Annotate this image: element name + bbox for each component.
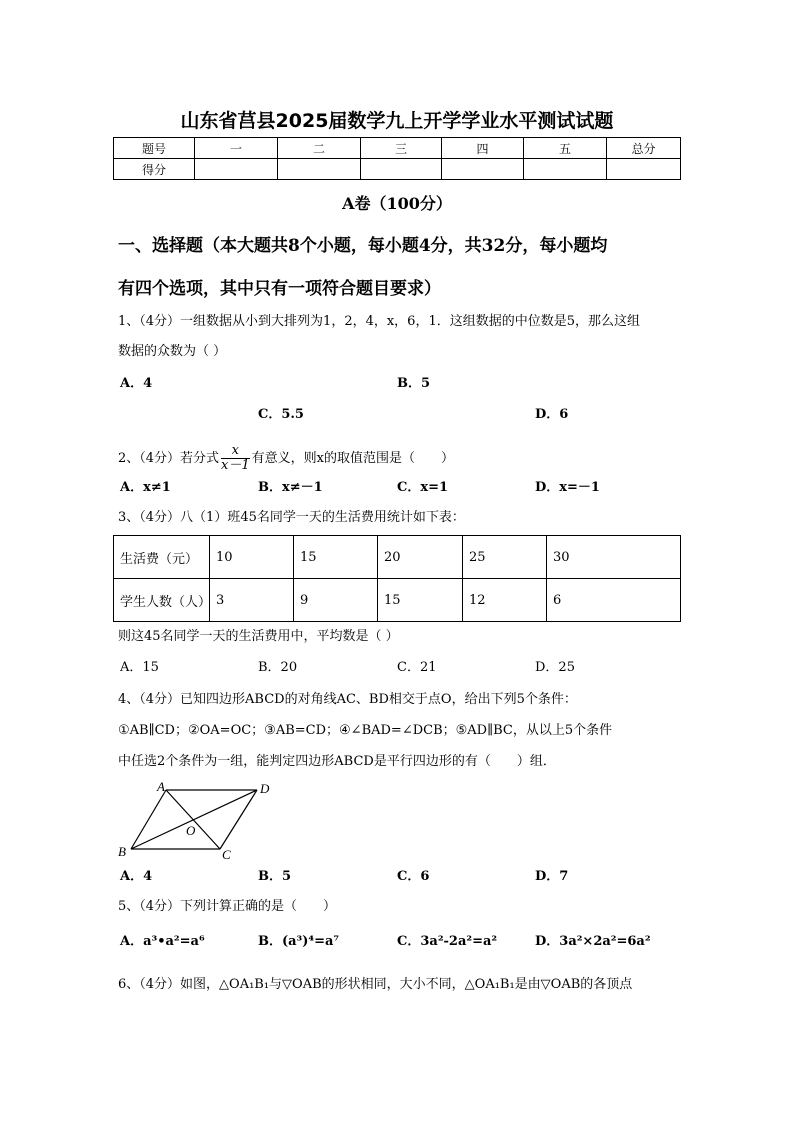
- option-a[interactable]: A．4: [120, 376, 153, 391]
- table-cell: 五: [524, 138, 607, 159]
- section-heading: 有四个选项，其中只有一项符合题目要求）: [118, 279, 441, 299]
- option-c[interactable]: C．5.5: [258, 407, 304, 422]
- label-o: O: [186, 823, 196, 838]
- option-a[interactable]: A．15: [120, 660, 159, 675]
- option-a[interactable]: A．4: [120, 869, 153, 884]
- table-cell: 总分: [607, 138, 681, 159]
- question-text: 中任选2个条件为一组，能判定四边形ABCD是平行四边形的有（ ）组．: [118, 754, 556, 769]
- option-d[interactable]: D．3a²×2a²=6a²: [535, 934, 651, 949]
- table-cell: 得分: [114, 159, 195, 180]
- option-c[interactable]: C．21: [397, 660, 437, 675]
- question-text: ①AB∥CD；②OA=OC；③AB=CD；④∠BAD=∠DCB；⑤AD∥BC，从以上5个条件: [118, 723, 613, 738]
- option-c[interactable]: C．6: [397, 869, 430, 884]
- option-d[interactable]: D．7: [535, 869, 569, 884]
- question-suffix: 有意义，则x的取值范围是（ ）: [251, 451, 454, 466]
- option-b[interactable]: B．20: [258, 660, 298, 675]
- table-cell: 9: [294, 579, 378, 622]
- option-d[interactable]: D．6: [535, 407, 569, 422]
- question-text: 5、（4分）下列计算正确的是（ ）: [118, 899, 337, 914]
- table-cell: 三: [361, 138, 442, 159]
- question-text: 数据的众数为（ ）: [118, 344, 227, 359]
- table-cell: 30: [547, 536, 681, 579]
- option-c[interactable]: C．3a²-2a²=a²: [397, 934, 498, 949]
- fraction-denominator: x－1: [221, 458, 250, 473]
- label-d: D: [260, 781, 270, 796]
- question-text: 3、（4分）八（1）班45名同学一天的生活费用统计如下表：: [118, 510, 465, 525]
- table-cell: 3: [210, 579, 294, 622]
- question-text: 4、（4分）已知四边形ABCD的对角线AC、BD相交于点O，给出下列5个条件：: [118, 692, 577, 707]
- table-cell: 10: [210, 536, 294, 579]
- question-prefix: 2、（4分）若分式: [118, 451, 220, 466]
- fraction-numerator: x: [221, 444, 250, 459]
- option-c[interactable]: C．x=1: [397, 480, 449, 495]
- option-b[interactable]: B．x≠－1: [258, 480, 323, 495]
- label-a: A: [157, 779, 165, 794]
- option-d[interactable]: D．25: [535, 660, 575, 675]
- page-title: 山东省莒县2025届数学九上开学学业水平测试试题: [180, 110, 614, 132]
- table-cell: 一: [195, 138, 278, 159]
- question-text: 6、（4分）如图，△OA₁B₁与▽OAB的形状相同，大小不同，△OA₁B₁是由▽OAB的各顶点: [118, 977, 633, 992]
- table-cell: 二: [278, 138, 361, 159]
- table-cell: 20: [378, 536, 463, 579]
- table-cell: 12: [463, 579, 547, 622]
- table-cell: 25: [463, 536, 547, 579]
- option-b[interactable]: B．5: [397, 376, 431, 391]
- part-heading: A卷（100分）: [342, 194, 452, 213]
- table-cell: 6: [547, 579, 681, 622]
- table-cell: 学生人数（人）: [114, 579, 210, 622]
- table-cell: 生活费（元）: [114, 536, 210, 579]
- option-d[interactable]: D．x=－1: [535, 480, 600, 495]
- question-text: 1、（4分）一组数据从小到大排列为1，2，4，x，6，1．这组数据的中位数是5，那么这组: [118, 314, 640, 329]
- option-a[interactable]: A．x≠1: [120, 480, 171, 495]
- table-cell: 四: [442, 138, 524, 159]
- section-heading: 一、选择题（本大题共8个小题，每小题4分，共32分，每小题均: [118, 236, 608, 256]
- question-text: 则这45名同学一天的生活费用中，平均数是（ ）: [118, 629, 399, 644]
- option-b[interactable]: B．(a³)⁴=a⁷: [258, 934, 340, 949]
- label-b: B: [118, 844, 126, 859]
- option-b[interactable]: B．5: [258, 869, 292, 884]
- option-a[interactable]: A．a³•a²=a⁶: [120, 934, 205, 949]
- table-cell: 15: [378, 579, 463, 622]
- label-c: C: [222, 847, 231, 862]
- table-cell: 15: [294, 536, 378, 579]
- table-cell: 题号: [114, 138, 195, 159]
